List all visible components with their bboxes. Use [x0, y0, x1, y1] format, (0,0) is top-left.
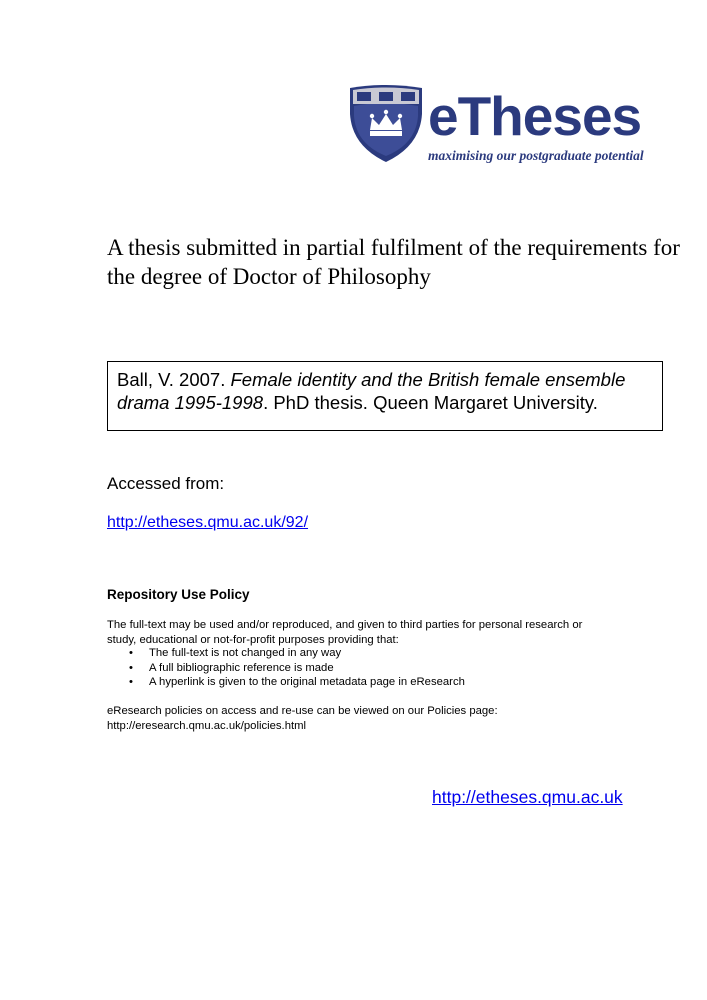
- policies-note: eResearch policies on access and re-use can be viewed on our Policies page: http://eresearch.qmu.ac.uk/policies.html: [107, 705, 498, 732]
- shield-crown-icon: [348, 84, 424, 162]
- policy-heading: Repository Use Policy: [107, 587, 250, 602]
- footer-url-link[interactable]: http://etheses.qmu.ac.uk: [432, 787, 623, 807]
- thesis-statement: A thesis submitted in partial fulfilment of the requirements for the degree of Doctor of Philosophy: [107, 235, 680, 289]
- citation-details: . PhD thesis. Queen Margaret University.: [263, 392, 598, 413]
- policy-intro: The full-text may be used and/or reproduced, and given to third parties for personal research or study, educational or not-for-profit purposes providing that:: [107, 619, 583, 646]
- policy-conditions-list: [107, 646, 465, 690]
- logo-wordmark: eTheses: [428, 85, 642, 147]
- citation-title: Female identity and the British female ensemble drama 1995-1998: [117, 369, 626, 413]
- list-item: • The full-text is not changed in any way: [107, 646, 465, 661]
- accessed-label: Accessed from:: [107, 474, 225, 493]
- citation-box: [107, 361, 663, 431]
- citation-author-year: Ball, V. 2007.: [117, 369, 226, 390]
- logo-tagline: maximising our postgraduate potential: [428, 148, 644, 163]
- list-item: • A hyperlink is given to the original metadata page in eResearch: [107, 675, 465, 690]
- accessed-url-link[interactable]: http://etheses.qmu.ac.uk/92/: [107, 514, 309, 531]
- etheses-logo: [348, 84, 678, 174]
- list-item: • A full bibliographic reference is made: [107, 661, 465, 676]
